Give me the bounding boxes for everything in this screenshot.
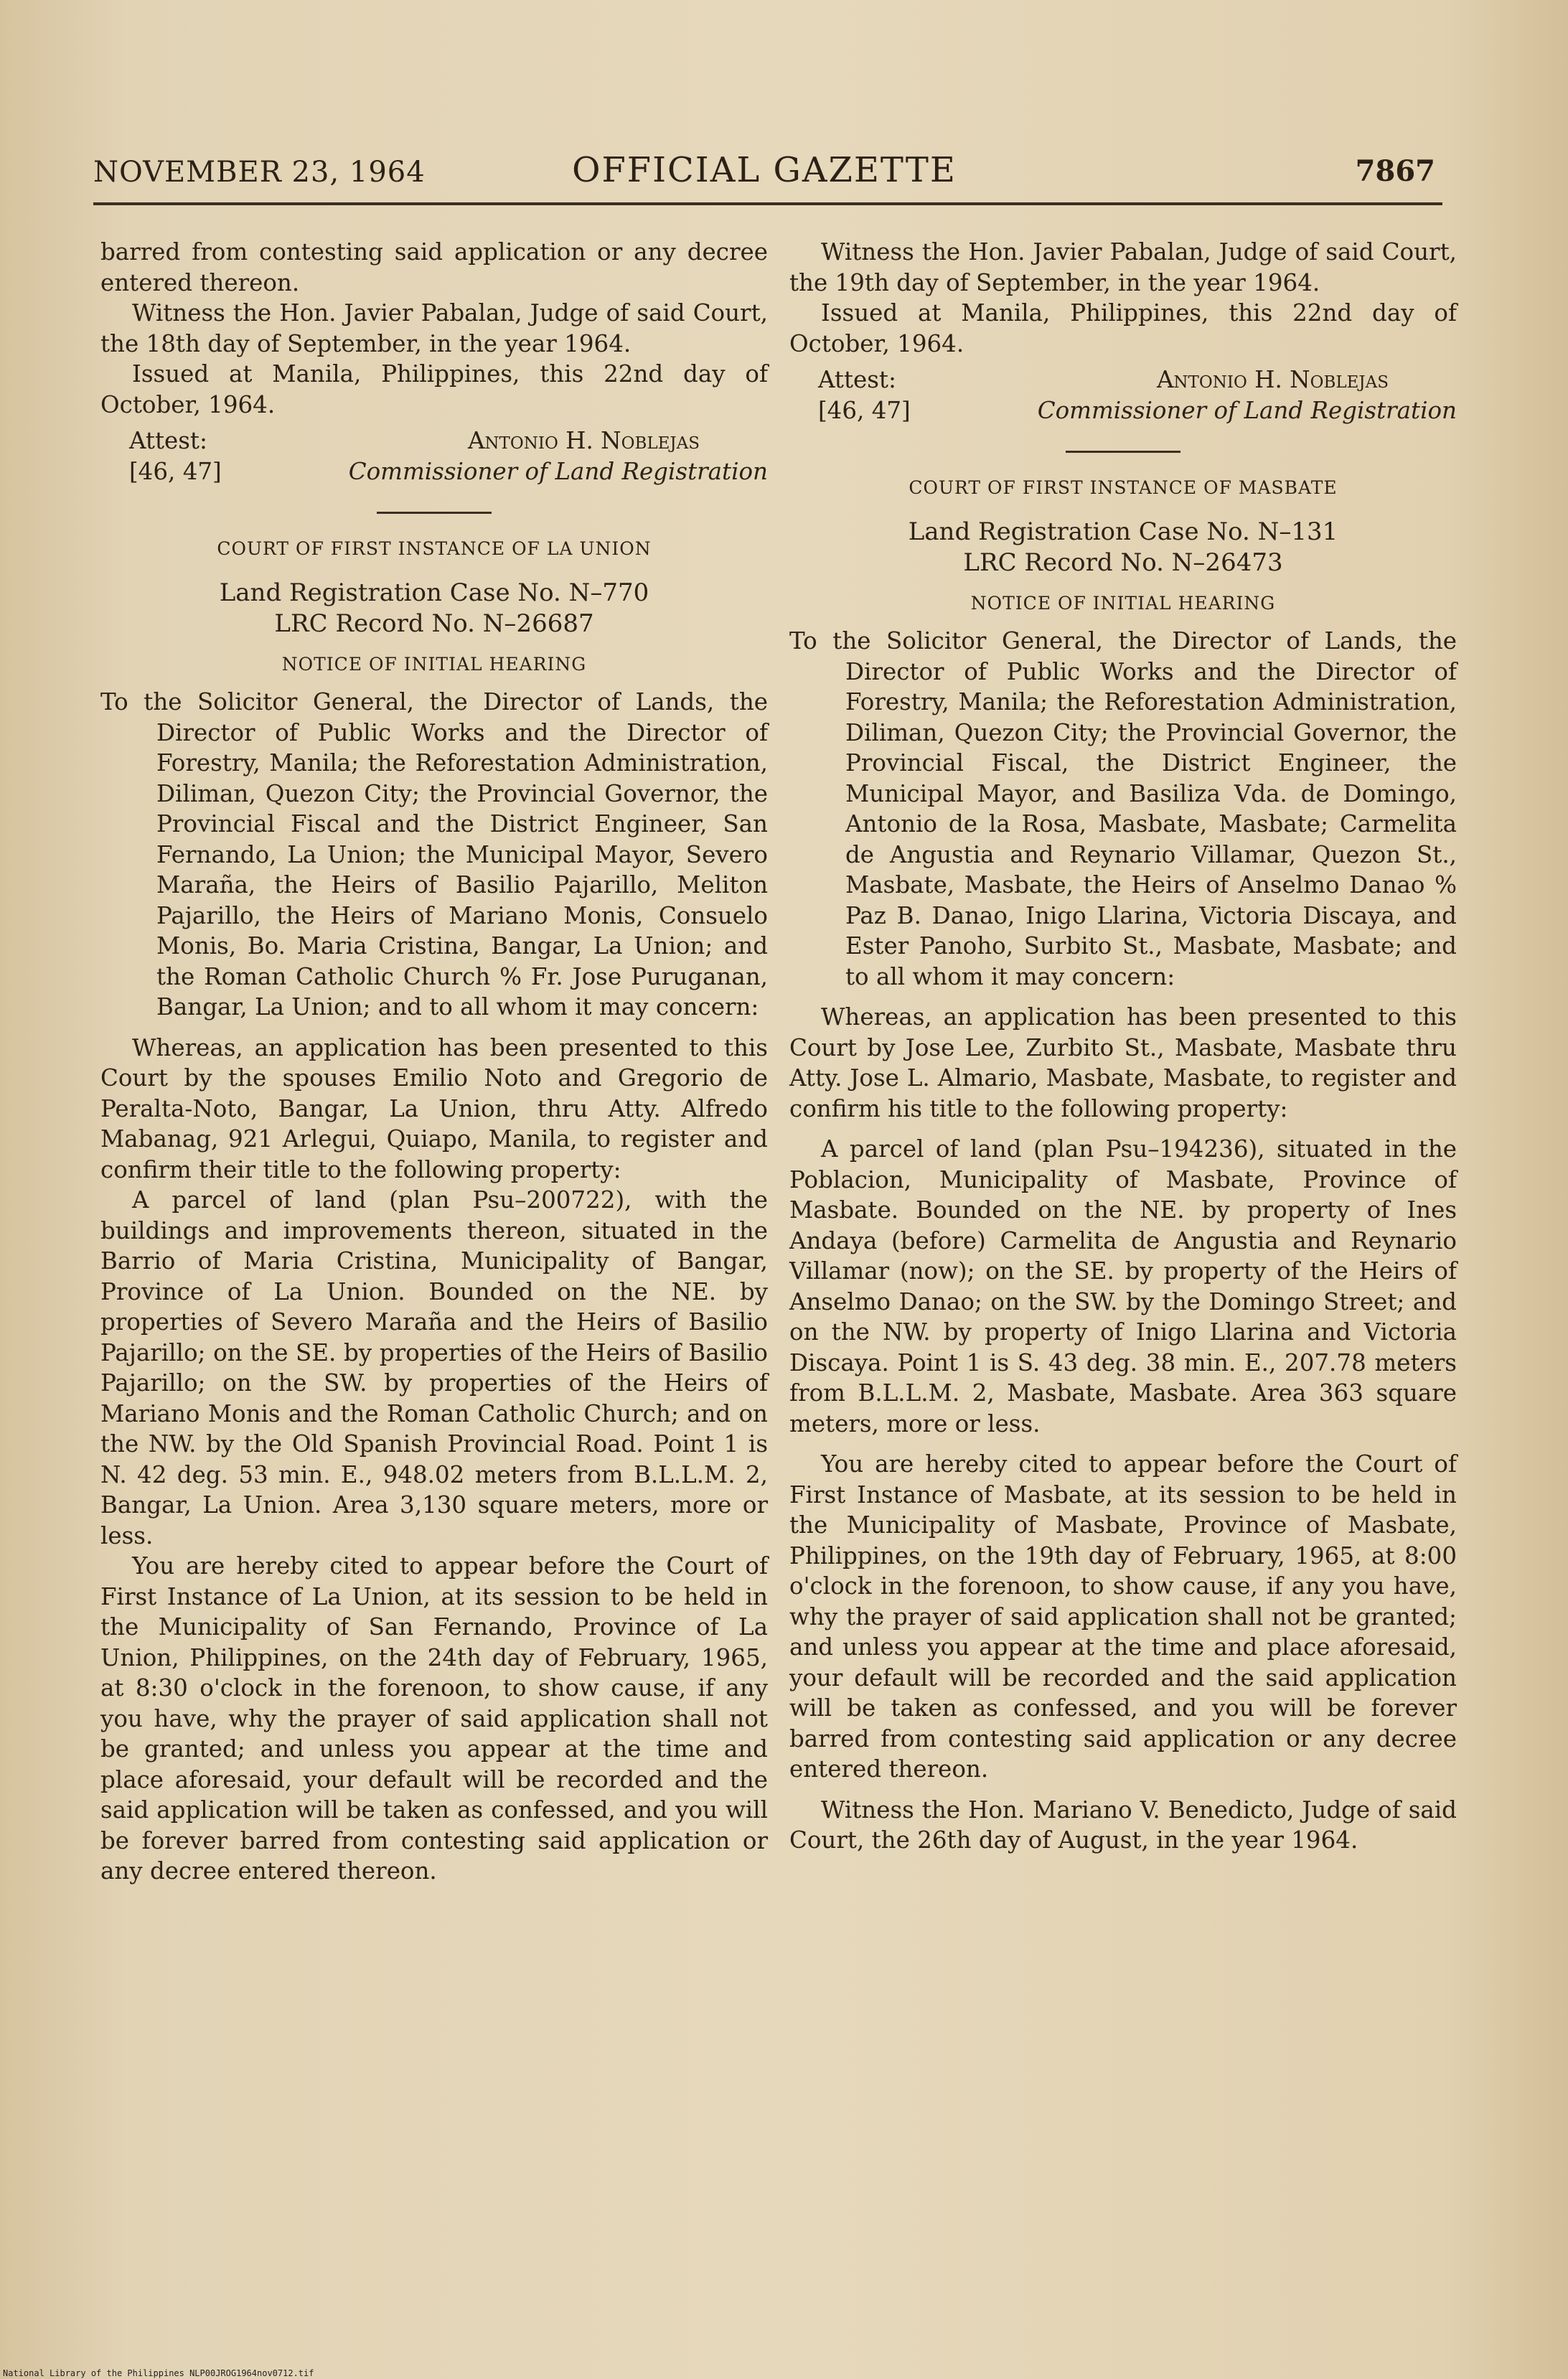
attest-ref: [46, 47]	[129, 458, 222, 485]
issue-date: NOVEMBER 23, 1964	[93, 156, 426, 189]
attest-label: Attest:	[129, 427, 207, 454]
notice-heading: NOTICE OF INITIAL HEARING	[970, 592, 1276, 614]
parcel-description: A parcel of land (plan Psu–200722), with the buildings and improvements thereon, situated in the Barrio of Maria Cristina, Municipality of Bangar, Province of La Union. Bounded on the NE. by properties of Severo Maraña and the Heirs of Basilio Pajarillo; on the SE. by properties of the Heirs of Basilio Pajarillo; on the SW. by properties of the Heirs of Mariano Monis and the Roman Catholic Church; and on the NW. by the Old Spanish Provincial Road. Point 1 is N. 42 deg. 53 min. E., 948.02 meters from B.L.L.M. 2, Bangar, La Union. Area 3,130 square meters, more or less.	[100, 1186, 768, 1549]
issued-text: Issued at Manila, Philippines, this 22nd day of October, 1964.	[789, 299, 1457, 357]
addressees-text: To the Solicitor General, the Director of Lands, the Director of Public Works and the Director of Forestry, Manila; the Reforestation Administration, Diliman, Quezon City; the Provincial Governor, the Provincial Fiscal, the District Engineer, the Municipal Mayor, and Basiliza Vda. de Domingo, Antonio de la Rosa, Masbate, Masbate; Carmelita de Angustia and Reynario Villamar, Quezon St., Masbate, Masbate, the Heirs of Anselmo Danao % Paz B. Danao, Inigo Llarina, Victoria Discaya, and Ester Panoho, Surbito St., Masbate, Masbate; and to all whom it may concern:	[789, 627, 1457, 990]
page-header	[93, 147, 1435, 197]
publication-title: OFFICIAL GAZETTE	[572, 150, 957, 190]
attest-block	[789, 365, 1457, 429]
addressees-text: To the Solicitor General, the Director of Lands, the Director of Public Works and the Director of Forestry, Manila; the Reforestation Administration, Diliman, Quezon City; the Provincial Governor, the Provincial Fiscal and the District Engineer, San Fernando, La Union; the Municipal Mayor, Severo Maraña, the Heirs of Basilio Pajarillo, Meliton Pajarillo, the Heirs of Mariano Monis, Consuelo Monis, Bo. Maria Cristina, Bangar, La Union; and the Roman Catholic Church % Fr. Jose Puruganan, Bangar, La Union; and to all whom it may concern:	[100, 688, 768, 1020]
attest-title: Commissioner of Land Registration	[1037, 397, 1457, 424]
scan-footer: National Library of the Philippines NLP00JROG1964nov0712.tif	[3, 2368, 314, 2378]
citation-text: You are hereby cited to appear before the Court of First Instance of Masbate, at its session to be held in the Municipality of Masbate, Province of Masbate, Philippines, on the 19th day of February, 1965, at 8:00 o'clock in the forenoon, to show cause, if any you have, why the prayer of said application shall not be granted; and unless you appear at the time and place aforesaid, your default will be recorded and the said application will be taken as confessed, and you will be forever barred from contesting said application or any decree entered thereon.	[789, 1450, 1457, 1783]
witness-text: Witness the Hon. Javier Pabalan, Judge of said Court, the 19th day of September, in the year 1964.	[789, 238, 1457, 296]
case-number: Land Registration Case No. N–770	[219, 578, 649, 607]
carryover-text: barred from contesting said application or any decree entered thereon.	[100, 238, 768, 296]
attest-title: Commissioner of Land Registration	[348, 458, 768, 485]
parcel-description: A parcel of land (plan Psu–194236), situated in the Poblacion, Municipality of Masbate, Province of Masbate. Bounded on the NE. by property of Ines Andaya (before) Carmelita de Angustia and Reynario Villamar (now); on the SE. by property of the Heirs of Anselmo Danao; on the SW. by the Domingo Street; and on the NW. by property of Inigo Llarina and Victoria Discaya. Point 1 is S. 43 deg. 38 min. E., 207.78 meters from B.L.L.M. 2, Masbate, Masbate. Area 363 square meters, more or less.	[789, 1135, 1457, 1437]
attest-block	[100, 426, 768, 490]
whereas-text: Whereas, an application has been presented to this Court by Jose Lee, Zurbito St., Masbate, Masbate thru Atty. Jose L. Almario, Masbate, Masbate, to register and confirm his title to the following property:	[789, 1003, 1457, 1122]
whereas-text: Whereas, an application has been presented to this Court by the spouses Emilio Noto and Gregorio de Peralta-Noto, Bangar, La Union, thru Atty. Alfredo Mabanag, 921 Arlegui, Quiapo, Manila, to register and confirm their title to the following property:	[100, 1033, 768, 1183]
issued-text: Issued at Manila, Philippines, this 22nd day of October, 1964.	[100, 360, 768, 418]
attest-name: Antonio H. Noblejas	[467, 427, 700, 454]
court-heading: COURT OF FIRST INSTANCE OF LA UNION	[217, 538, 652, 559]
witness-text: Witness the Hon. Javier Pabalan, Judge of said Court, the 18th day of September, in the year 1964.	[100, 299, 768, 357]
notice-heading: NOTICE OF INITIAL HEARING	[281, 653, 587, 675]
case-number: Land Registration Case No. N–131	[908, 517, 1338, 546]
citation-text: You are hereby cited to appear before the Court of First Instance of La Union, at its session to be held in the Municipality of San Fernando, Province of La Union, Philippines, on the 24th day of February, 1965, at 8:30 o'clock in the forenoon, to show cause, if any you have, why the prayer of said application shall not be granted; and unless you appear at the time and place aforesaid, your default will be recorded and the said application will be taken as confessed, and you will be forever barred from contesting said application or any decree entered thereon.	[100, 1552, 768, 1885]
attest-name: Antonio H. Noblejas	[1156, 366, 1389, 393]
lrc-record-number: LRC Record No. N–26687	[274, 609, 594, 638]
court-heading: COURT OF FIRST INSTANCE OF MASBATE	[909, 477, 1338, 498]
attest-ref: [46, 47]	[818, 397, 911, 424]
attest-label: Attest:	[818, 366, 896, 393]
page-number: 7867	[1355, 154, 1435, 188]
section-divider	[377, 512, 492, 514]
lrc-record-number: LRC Record No. N–26473	[963, 548, 1283, 577]
left-column	[100, 237, 768, 1887]
section-divider	[1066, 451, 1180, 453]
witness-text-2: Witness the Hon. Mariano V. Benedicto, Judge of said Court, the 26th day of August, in the year 1964.	[789, 1796, 1457, 1854]
header-rule	[93, 202, 1442, 205]
right-column	[789, 237, 1457, 1856]
